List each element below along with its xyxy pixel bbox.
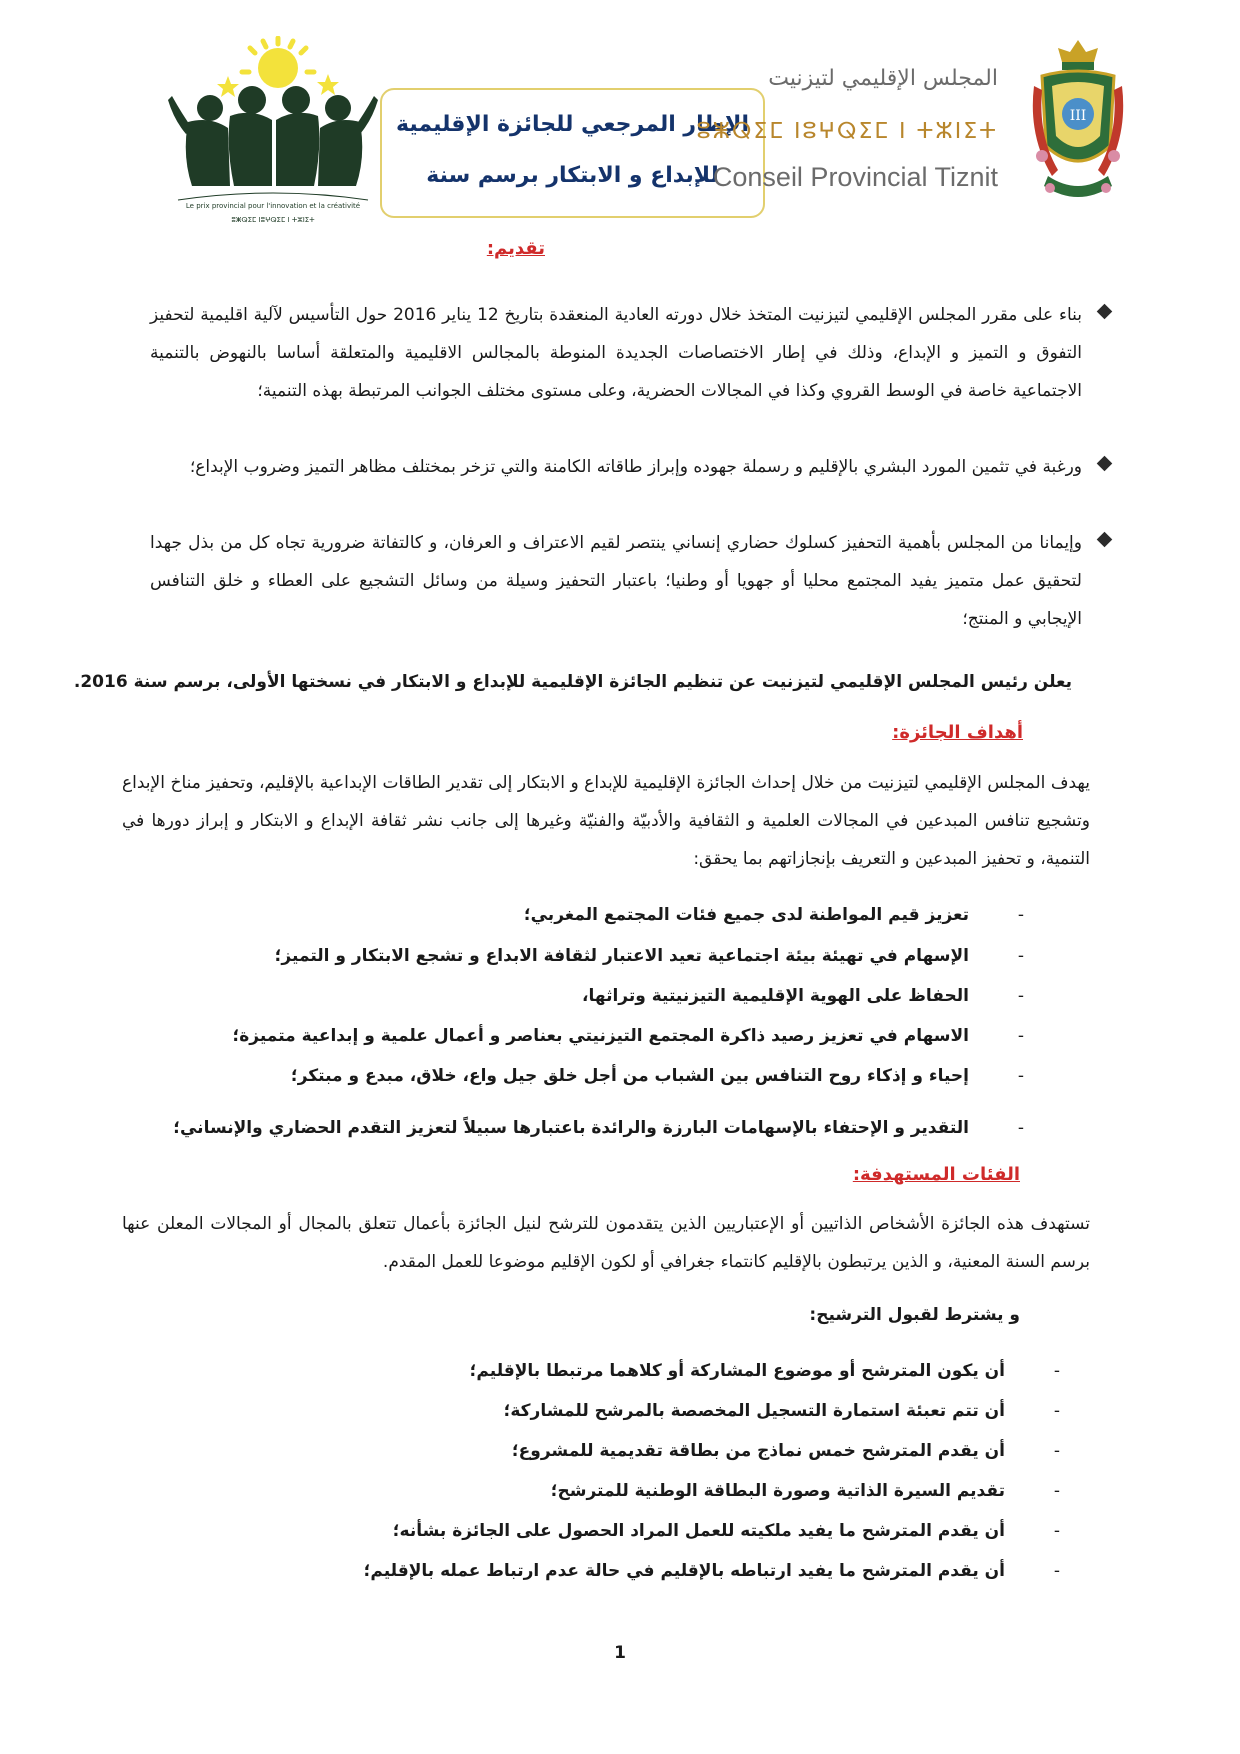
coat-of-arms-icon [1028,36,1128,216]
logo-tifinagh-caption: ⵓⵥⵕⵉⵎ ⵏⵓⵖⵕⵉⵎ ⵏ ⵜⵣⵏⵉⵜ [231,216,315,224]
logo-caption: Le prix provincial pour l'innovation et la créativité [185,202,361,210]
page-number: 1 [614,1643,626,1663]
diamond-bullet-icon [1097,456,1113,472]
council-name-arabic: المجلس الإقليمي لتيزنيت [768,66,998,91]
diamond-bullet-icon [1097,304,1113,320]
intro-bullet-text: وإيمانا من المجلس بأهمية التحفيز كسلوك حضاري إنساني ينتصر لقيم الاعتراف و العرفان، و كالتفاتة ضرورية تجاه كل من بذل جهدا لتحقيق عمل متميز يفيد المجتمع محليا أو جهويا أو وطنيا؛ باعتبار التحفيز وسيلة من وسائل التشجيع على العطاء و خلق التنافس الإيجابي و المنتج؛ [150,533,1082,629]
title-box [380,88,765,218]
targets-paragraph: تستهدف هذه الجائزة الأشخاص الذاتيين أو الإعتباريين الذين يتقدمون للترشح لنيل الجائزة بأعمال تتعلق بالمجال أو المجالات المعلن عنها برسم السنة المعنية، و الذين يرتبطون بالإقليم كانتماء جغرافي أو لكون الإقليم موضوعا للعمل المقدم. [122,1214,1090,1272]
sun-icon [217,38,339,97]
diamond-bullet-icon [1097,532,1113,548]
document-title-line2: للإبداع و الابتكار برسم سنة [426,163,719,188]
goals-paragraph: يهدف المجلس الإقليمي لتيزنيت من خلال إحداث الجائزة الإقليمية للإبداع و الابتكار إلى تقدير الطاقات الإبداعية بالإقليم، وتحفيز مناخ الإبداع وتشجيع تنافس المبدعين في المجالات العلمية و الثقافية والأدبيّة والفنيّة وغيرها إلى جانب نشر ثقافة الإبداع و الابتكار و إبراز دورها في التنمية، و تحفيز المبدعين و التعريف بإنجازاتهم بما يحقق: [122,773,1090,869]
intro-bullet-text: بناء على مقرر المجلس الإقليمي لتيزنيت المتخذ خلال دورته العادية المنعقدة بتاريخ 12 يناير 2016 حول التأسيس لآلية اقليمية لتحفيز التفوق و التميز و الإبداع، وذلك في إطار الاختصاصات الجديدة المنوطة بالمجالس الاقليمية والمتعلقة أساسا بالنهوض بالتنمية الاجتماعية خاصة في الوسط القروي وكذا في المجالات الحضرية، وعلى مستوى مختلف الجوانب المرتبطة بهذه التنمية؛ [150,305,1082,401]
intro-bullet [150,448,1110,528]
announcement-text: يعلن رئيس المجلس الإقليمي لتيزنيت عن تنظيم الجائزة الإقليمية للإبداع و الابتكار في نسختها الأولى، برسم سنة 2016. [73,672,1072,692]
section-heading-targets: الفئات المستهدفة: [852,1164,1020,1185]
people-figures-icon [168,86,378,186]
intro-bullet [150,524,1110,644]
conditions-intro: و يشترط لقبول الترشيح: [809,1305,1020,1325]
svg-text:III: III [1069,108,1087,124]
council-name-french: Conseil Provincial Tiznit [712,162,998,192]
council-emblem [1028,36,1128,216]
section-heading-intro: تقديم: [486,238,545,259]
document-title-line1: الإطار المرجعي للجائزة الإقليمية [396,112,749,137]
intro-bullet-text: ورغبة في تثمين المورد البشري بالإقليم و رسملة جهوده وإبراز طاقاته الكامنة والتي تزخر بمختلف مظاهر التميز وضروب الإبداع؛ [189,457,1082,477]
prize-logo-graphic [168,36,378,231]
document-page: Le prix provincial pour l'innovation et la créativité ⵓⵥⵕⵉⵎ ⵏⵓⵖⵕⵉⵎ ⵏ ⵜⵣⵏⵉⵜ الإطار المرجعي للجائزة الإقليمية للإبداع و الابتكار برسم سنة المجلس الإقليمي لتيزنيت ⵓⵥⵕⵉⵎ ⵏⵓⵖⵕⵉⵎ ⵏ ⵜⵣⵏⵉⵜ Conseil Provincial Tiznit III تقديم: بناء على مقرر المجلس الإقليمي لتيزنيت المتخذ خلال دورته العادية المنعقدة بتاريخ 12 يناير 2016 حول التأسيس لآلية اقليمية لتحفيز التفوق و التميز و الإبداع، وذلك في إطار الاختصاصات الجديدة المنوطة بالمجالس الاقليمية والمتعلقة أساسا بالنهوض بالتنمية الاجتماعية خاصة في الوسط القروي وكذا في المجالات الحضرية، وعلى مستوى مختلف الجوانب المرتبطة بهذه التنمية؛ ورغبة في تثمين المورد البشري بالإقليم و رسملة جهوده وإبراز طاقاته الكامنة والتي تزخر بمختلف مظاهر التميز وضروب الإبداع؛ وإيمانا من المجلس بأهمية التحفيز كسلوك حضاري إنساني ينتصر لقيم الاعتراف و العرفان، و كالتفاتة ضرورية تجاه كل من بذل جهدا لتحقيق عمل متميز يفيد المجتمع محليا أو جهويا أو وطنيا؛ باعتبار التحفيز وسيلة من وسائل التشجيع على العطاء و خلق التنافس الإيجابي و المنتج؛ يعلن رئيس المجلس الإقليمي لتيزنيت عن تنظيم الجائزة الإقليمية للإبداع و الابتكار في نسختها الأولى، برسم سنة 2016. أهداف الجائزة: يهدف المجلس الإقليمي لتيزنيت من خلال إحداث الجائزة الإقليمية للإبداع و الابتكار إلى تقدير الطاقات الإبداعية بالإقليم، وتحفيز مناخ الإبداع وتشجيع تنافس المبدعين في المجالات العلمية و الثقافية والأدبيّة والفنيّة وغيرها إلى جانب نشر ثقافة الإبداع و الابتكار و إبراز دورها في التنمية، و تحفيز المبدعين و التعريف بإنجازاتهم بما يحقق: - تعزيز قيم المواطنة لدى جميع فئات المجتمع المغربي؛ - الإسهام في تهيئة بيئة اجتماعية تعيد الاعتبار لثقافة الابداع و تشجع الابتكار و التميز؛ - الحفاظ على الهوية الإقليمية التيزنيتية وتراثها، - الاسهام في تعزيز رصيد ذاكرة المجتمع التيزنيتي بعناصر و أعمال علمية و إبداعية متميزة؛ - إحياء و إذكاء روح التنافس بين الشباب من أجل خلق جيل واع، خلاق، مبدع و مبتكر؛ - التقدير و الإحتفاء بالإسهامات البارزة والرائدة باعتبارها سبيلاً لتعزيز التقدم الحضاري والإنساني؛ الفئات المستهدفة: تستهدف هذه الجائزة الأشخاص الذاتيين أو الإعتباريين الذين يتقدمون للترشح لنيل الجائزة بأعمال تتعلق بالمجال أو المجالات المعلن عنها برسم السنة المعنية، و الذين يرتبطون بالإقليم كانتماء جغرافي أو لكون الإقليم موضوعا للعمل المقدم. و يشترط لقبول الترشيح: - أن يكون المترشح أو موضوع المشاركة أو كلاهما مرتبطا بالإقليم؛ - أن تتم تعبئة استمارة التسجيل المخصصة بالمرشح للمشاركة؛ - أن يقدم المترشح خمس نماذج من بطاقة تقديمية للمشروع؛ - تقديم السيرة الذاتية وصورة البطاقة الوطنية للمترشح؛ - أن يقدم المترشح ما يفيد ملكيته للعمل المراد الحصول على الجائزة بشأنه؛ - أن يقدم المترشح ما يفيد ارتباطه بالإقليم في حالة عدم ارتباط عمله بالإقليم؛ 1 [0,0,1240,1754]
prize-logo [168,36,378,231]
section-heading-goals: أهداف الجائزة: [892,722,1023,743]
intro-bullet [150,296,1110,446]
council-name-tifinagh: ⵓⵥⵕⵉⵎ ⵏⵓⵖⵕⵉⵎ ⵏ ⵜⵣⵏⵉⵜ [696,119,998,144]
